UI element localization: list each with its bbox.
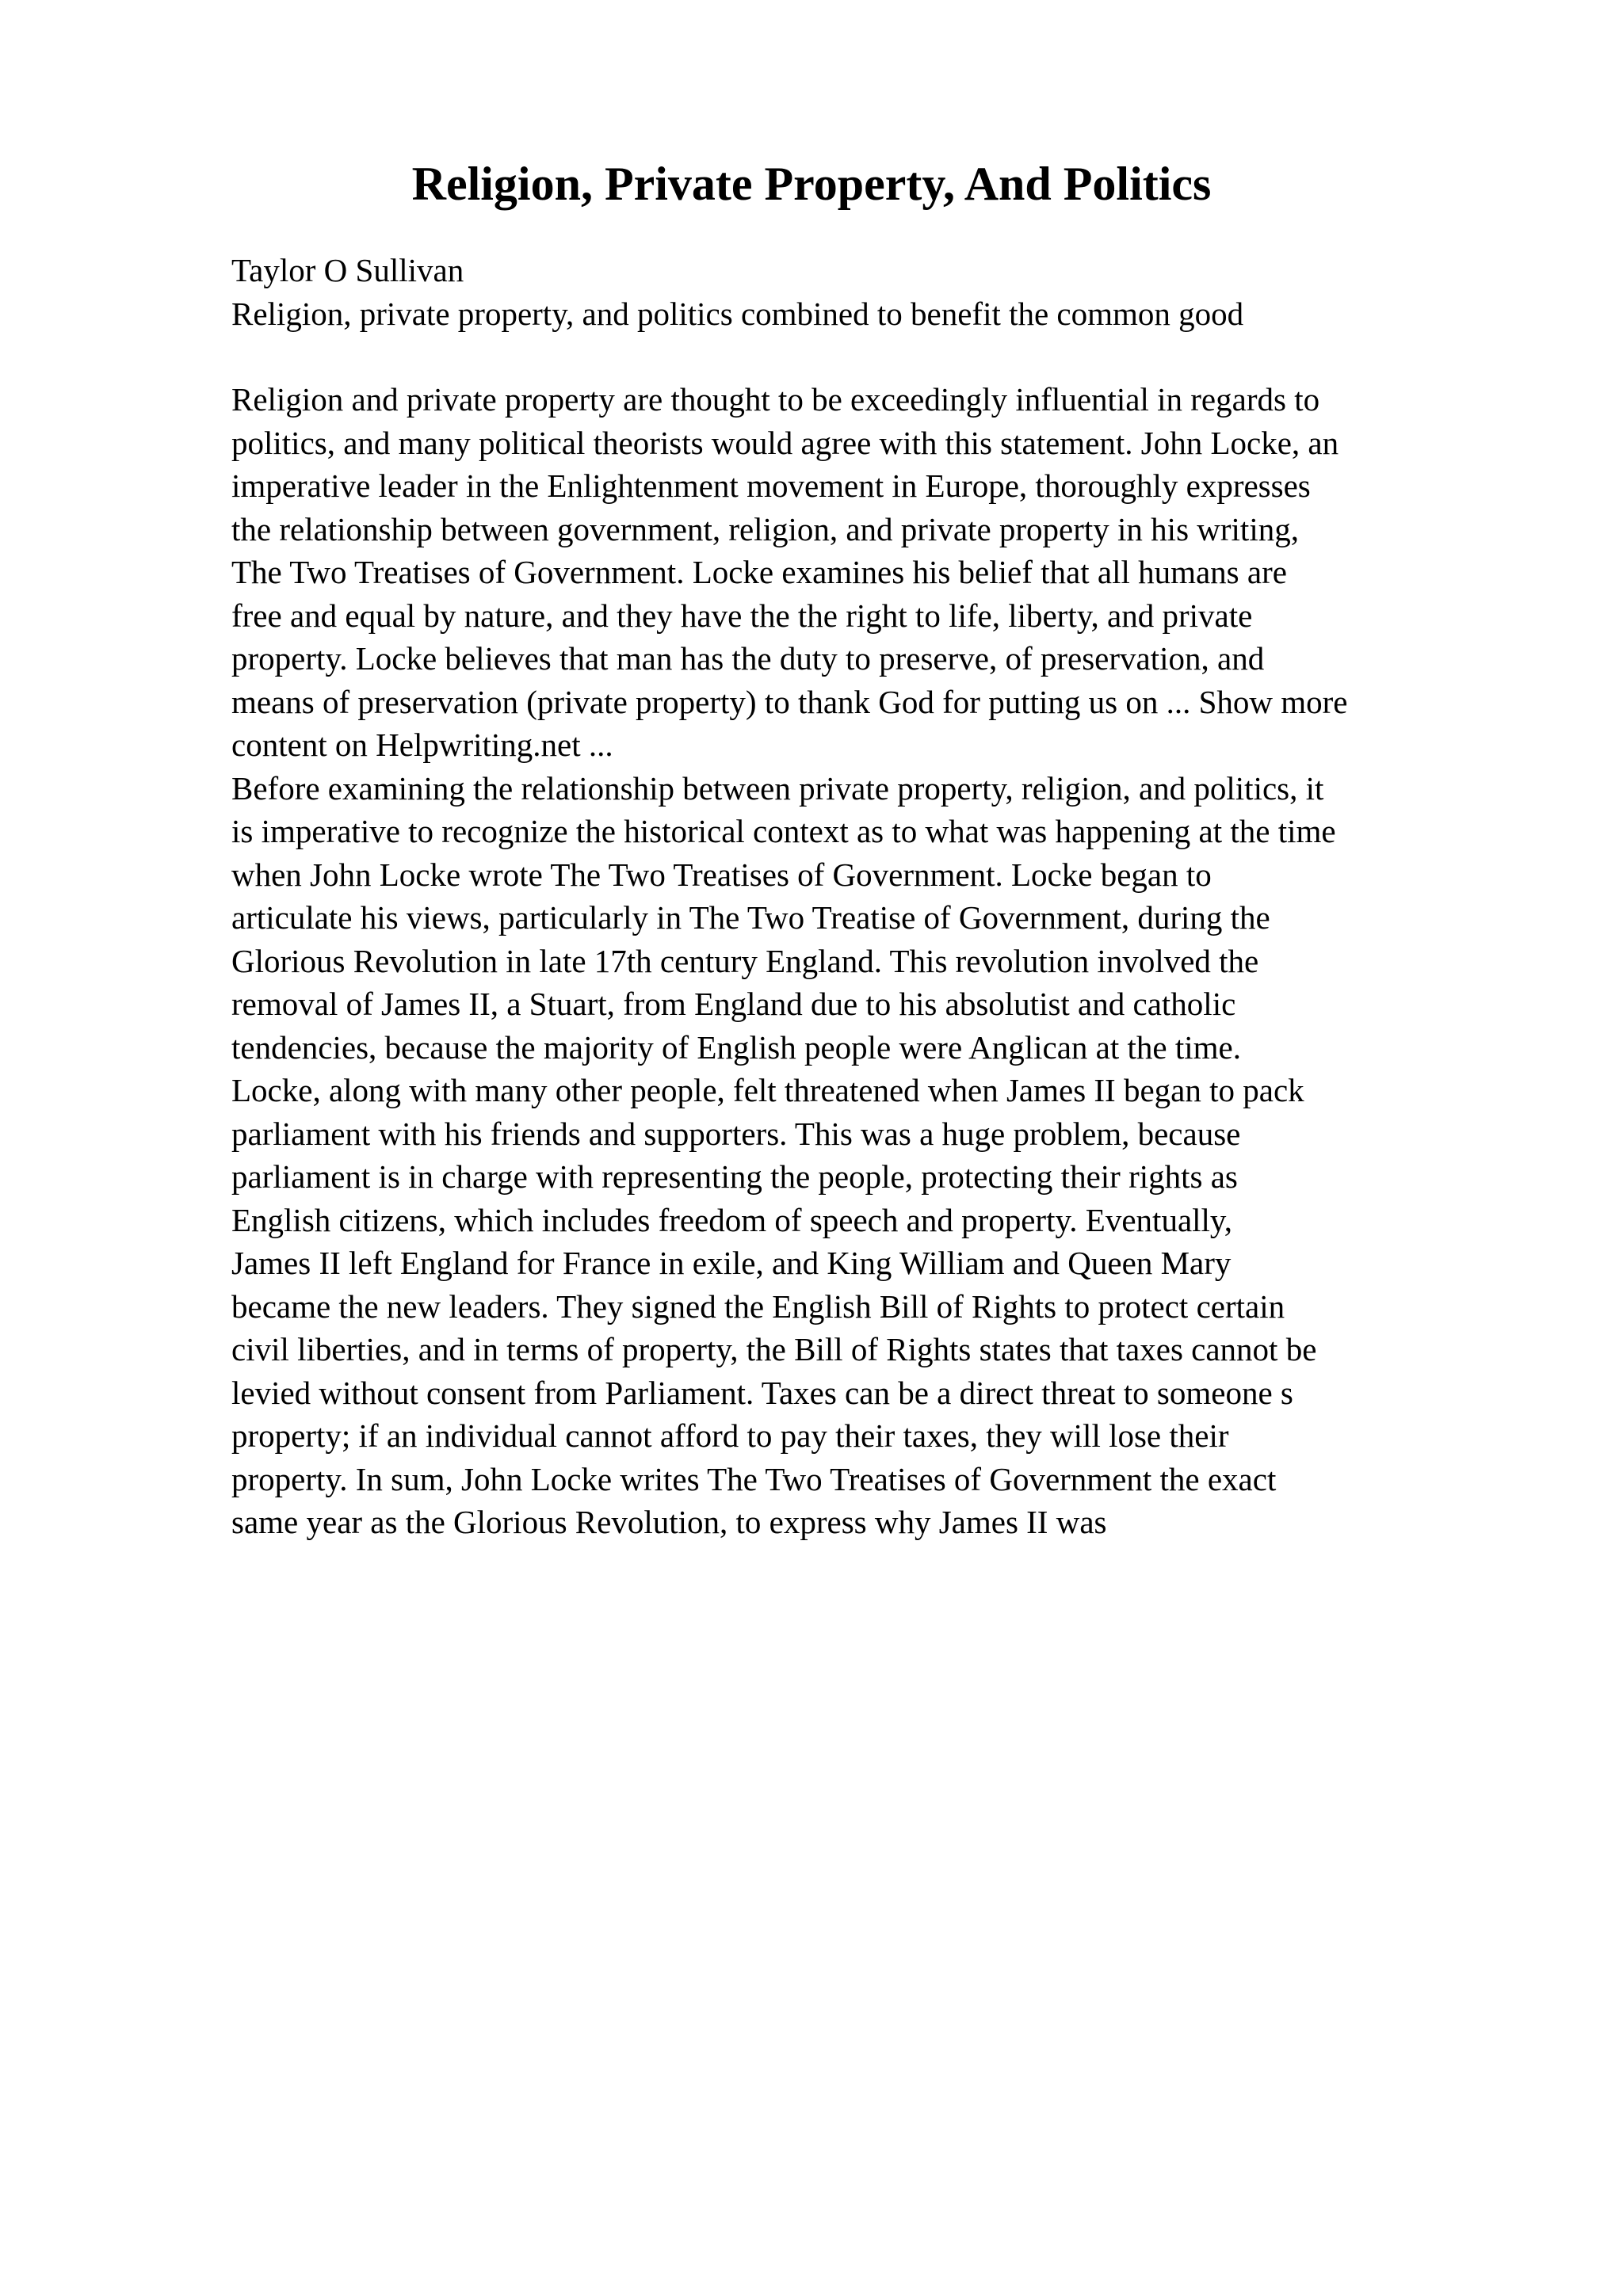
author-name: Taylor O Sullivan <box>231 252 464 288</box>
paragraph-2 <box>231 767 1531 1544</box>
text-line: removal of James II, a Stuart, from England due to his absolutist and catholic <box>231 986 1236 1022</box>
text-line: articulate his views, particularly in The Two Treatise of Government, during the <box>231 899 1270 936</box>
text-line: became the new leaders. They signed the English Bill of Rights to protect certain <box>231 1287 1285 1325</box>
text-line: Before examining the relationship between private property, religion, and politics, it <box>231 769 1324 807</box>
text-line: tendencies, because the majority of English people were Anglican at the time. <box>231 1028 1241 1066</box>
text-line: levied without consent from Parliament. Taxes can be a direct threat to someone s <box>231 1374 1293 1411</box>
author-block <box>231 249 1531 335</box>
text-line: Locke, along with many other people, felt threatened when James II began to pack <box>231 1072 1304 1108</box>
text-line: civil liberties, and in terms of property, the Bill of Rights states that taxes cannot be <box>231 1331 1317 1367</box>
text-line: means of preservation (private property) to thank God for putting us on ... Show more <box>231 683 1348 720</box>
text-line: the relationship between government, religion, and private property in his writing, <box>231 510 1299 547</box>
text-line: property. In sum, John Locke writes The Two Treatises of Government the exact <box>231 1460 1277 1497</box>
paragraph-1 <box>231 378 1531 767</box>
text-line: same year as the Glorious Revolution, to express why James II was <box>231 1504 1107 1540</box>
text-line: property; if an individual cannot afford to pay their taxes, they will lose their <box>231 1417 1229 1454</box>
document-subtitle: Religion, private property, and politics combined to benefit the common good <box>231 295 1244 332</box>
text-line: property. Locke believes that man has the duty to preserve, of preservation, and <box>231 640 1265 677</box>
text-line: The Two Treatises of Government. Locke examines his belief that all humans are <box>231 554 1287 590</box>
text-line: when John Locke wrote The Two Treatises of Government. Locke began to <box>231 856 1212 893</box>
text-line: James II left England for France in exile, and King William and Queen Mary <box>231 1245 1232 1281</box>
text-line: content on Helpwriting.net ... <box>231 727 613 763</box>
text-line: Glorious Revolution in late 17th century England. This revolution involved the <box>231 942 1259 979</box>
text-line: politics, and many political theorists would agree with this statement. John Locke, an <box>231 424 1339 461</box>
essay-body <box>231 378 1531 1544</box>
text-line: imperative leader in the Enlightenment movement in Europe, thoroughly expresses <box>231 467 1311 504</box>
document-title: Religion, Private Property, And Politics <box>411 158 1212 210</box>
text-line: Religion and private property are thought to be exceedingly influential in regards to <box>231 381 1320 418</box>
text-line: parliament is in charge with representing the people, protecting their rights as <box>231 1158 1238 1195</box>
text-line: parliament with his friends and supporters. This was a huge problem, because <box>231 1115 1241 1152</box>
text-line: is imperative to recognize the historical context as to what was happening at the time <box>231 813 1336 849</box>
text-line: free and equal by nature, and they have the the right to life, liberty, and private <box>231 597 1253 634</box>
text-line: English citizens, which includes freedom of speech and property. Eventually, <box>231 1201 1233 1238</box>
